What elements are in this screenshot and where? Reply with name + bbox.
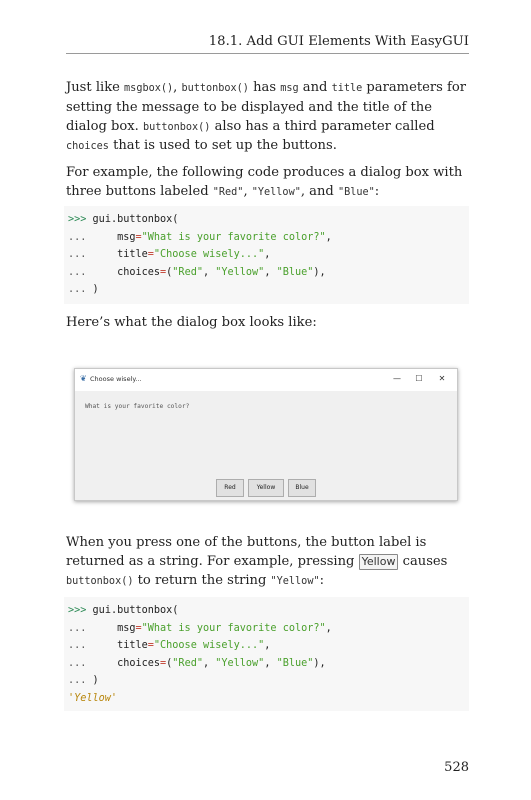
inline-code-buttonbox: buttonbox()	[181, 83, 249, 94]
dialog-title: Choose wisely...	[90, 375, 142, 383]
inline-code-blue: "Blue"	[337, 186, 375, 198]
code-block-buttonbox-output: >>> gui.buttonbox( ... msg="What is your favorite color?", ... title="Choose wisely...", ... choices=("Red", "Yellow", "Blue"), ... ) 'Yellow'	[64, 597, 469, 711]
blue-button[interactable]: Blue	[288, 479, 316, 497]
header-rule	[66, 53, 469, 54]
paragraph-example-intro: For example, the following code produces a dialog box with three buttons labeled "Red", "Yellow", and "Blue":	[66, 165, 463, 199]
maximize-button[interactable]: ☐	[415, 374, 423, 383]
page-number: 528	[444, 760, 469, 775]
inline-code-msg: msg	[280, 83, 299, 94]
paragraph-buttonbox-params: Just like msgbox(), buttonbox() has msg and title parameters for setting the message to be displayed and the title of the dialog box. buttonbox() also has a third parameter called choices that is used to set up the buttons.	[66, 80, 466, 154]
red-button[interactable]: Red	[216, 479, 244, 497]
inline-code-yellow-string: "Yellow"	[270, 575, 320, 587]
inline-code-buttonbox-3: buttonbox()	[66, 575, 134, 587]
inline-code-msgbox: msgbox()	[124, 83, 174, 94]
close-button[interactable]: ✕	[438, 374, 446, 383]
code-output: 'Yellow'	[68, 692, 118, 704]
yellow-button[interactable]: Yellow	[248, 479, 284, 497]
dialog-titlebar	[75, 369, 457, 391]
inline-code-yellow: "Yellow"	[251, 186, 301, 198]
dialog-screenshot	[74, 368, 458, 501]
inline-code-red: "Red"	[212, 186, 244, 198]
paragraph-return-value: When you press one of the buttons, the button label is returned as a string. For example, pressing Yellow causes buttonbox() to return the string "Yellow":	[66, 535, 448, 588]
inline-code-title: title	[331, 83, 363, 94]
yellow-key: Yellow	[359, 554, 399, 570]
minimize-button[interactable]: —	[393, 374, 401, 383]
feather-icon: ❦	[80, 374, 87, 383]
running-header: 18.1. Add GUI Elements With EasyGUI	[208, 34, 469, 49]
code-block-buttonbox: >>> gui.buttonbox( ... msg="What is your favorite color?", ... title="Choose wisely...", ... choices=("Red", "Yellow", "Blue"), ... )	[64, 206, 469, 304]
dialog-message: What is your favorite color?	[85, 403, 190, 410]
inline-code-buttonbox-2: buttonbox()	[142, 121, 211, 133]
paragraph-dialog-intro: Here’s what the dialog box looks like:	[66, 315, 317, 330]
inline-code-choices: choices	[66, 141, 109, 153]
